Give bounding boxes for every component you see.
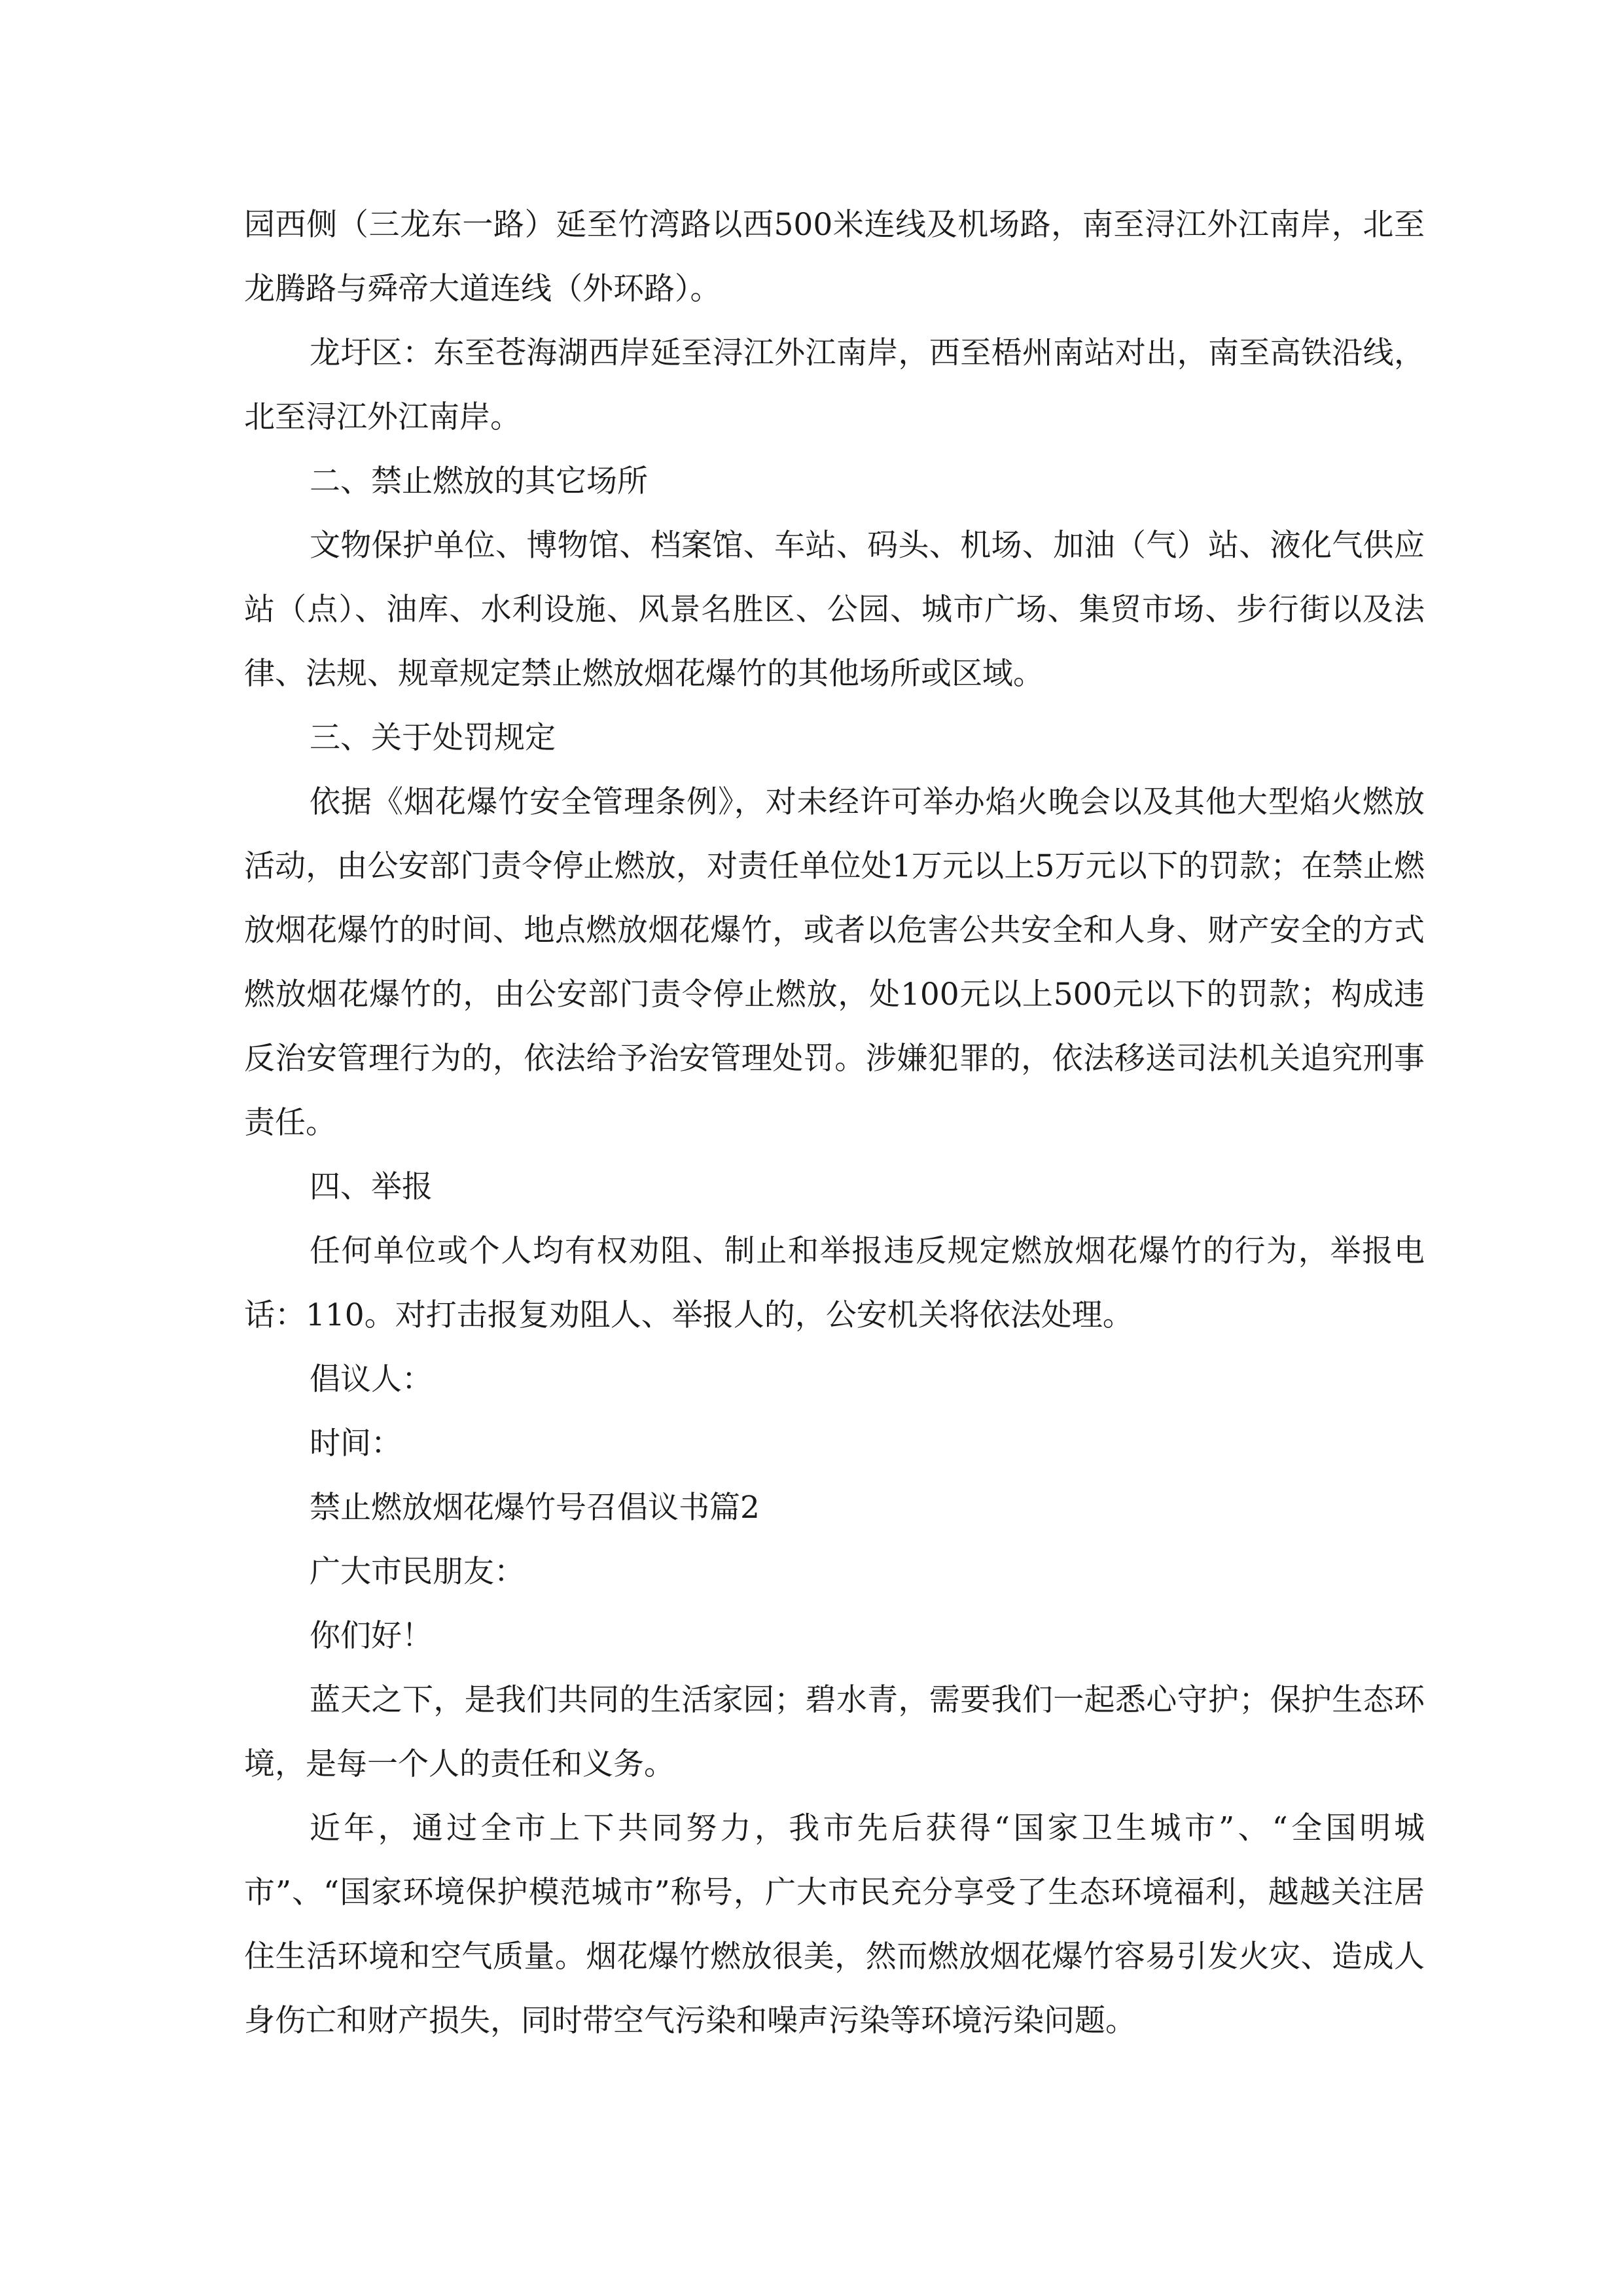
paragraph-blue-sky: 蓝天之下，是我们共同的生活家园；碧水青，需要我们一起悉心守护；保护生态环境，是每一个人的责任和义务。 bbox=[244, 1682, 1425, 1782]
section-heading-other-places: 二、禁止燃放的其它场所 bbox=[310, 463, 648, 499]
salutation: 广大市民朋友： bbox=[310, 1554, 525, 1590]
greeting: 你们好！ bbox=[310, 1618, 433, 1654]
initiator-label: 倡议人： bbox=[310, 1361, 433, 1397]
paragraph-other-places: 文物保护单位、博物馆、档案馆、车站、码头、机场、加油（气）站、液化气供应站（点）、油库、水利设施、风景名胜区、公园、城市广场、集贸市场、步行街以及法律、法规、规章规定禁止燃放烟花爆竹的其他场所或区域。 bbox=[244, 528, 1425, 692]
paragraph-penalties: 依据《烟花爆竹安全管理条例》，对未经许可举办焰火晚会以及其他大型焰火燃放活动，由公安部门责令停止燃放，对责任单位处1万元以上5万元以下的罚款；在禁止燃放烟花爆竹的时间、地点燃放烟花爆竹，或者以危害公共安全和人身、财产安全的方式燃放烟花爆竹的，由公安部门责令停止燃放，处100元以上500元以下的罚款；构成违反治安管理行为的，依法给予治安管理处罚。涉嫌犯罪的，依法移送司法机关追究刑事责任。 bbox=[244, 784, 1425, 1141]
section-heading-report: 四、举报 bbox=[310, 1169, 433, 1205]
paragraph-boundary-west: 园西侧（三龙东一路）延至竹湾路以西500米连线及机场路，南至浔江外江南岸，北至龙腾路与舜帝大道连线（外环路）。 bbox=[244, 207, 1425, 307]
section-heading-penalties: 三、关于处罚规定 bbox=[310, 720, 556, 756]
time-label: 时间： bbox=[310, 1426, 402, 1462]
paragraph-recent-years: 近年，通过全市上下共同努力，我市先后获得“国家卫生城市”、“全国明城市”、“国家环境保护模范城市”称号，广大市民充分享受了生态环境福利，越越关注居住生活环境和空气质量。烟花爆竹燃放很美，然而燃放烟花爆竹容易引发火灾、造成人身伤亡和财产损失，同时带空气污染和噪声污染等环境污染问题。 bbox=[244, 1810, 1425, 2039]
paragraph-longxu-district: 龙圩区：东至苍海湖西岸延至浔江外江南岸，西至梧州南站对出，南至高铁沿线，北至浔江外江南岸。 bbox=[244, 335, 1425, 435]
paragraph-report: 任何单位或个人均有权劝阻、制止和举报违反规定燃放烟花爆竹的行为，举报电话：110。对打击报复劝阻人、举报人的，公安机关将依法处理。 bbox=[244, 1233, 1425, 1333]
article-title-part-2: 禁止燃放烟花爆竹号召倡议书篇2 bbox=[310, 1490, 760, 1526]
document-body bbox=[244, 193, 1425, 2053]
